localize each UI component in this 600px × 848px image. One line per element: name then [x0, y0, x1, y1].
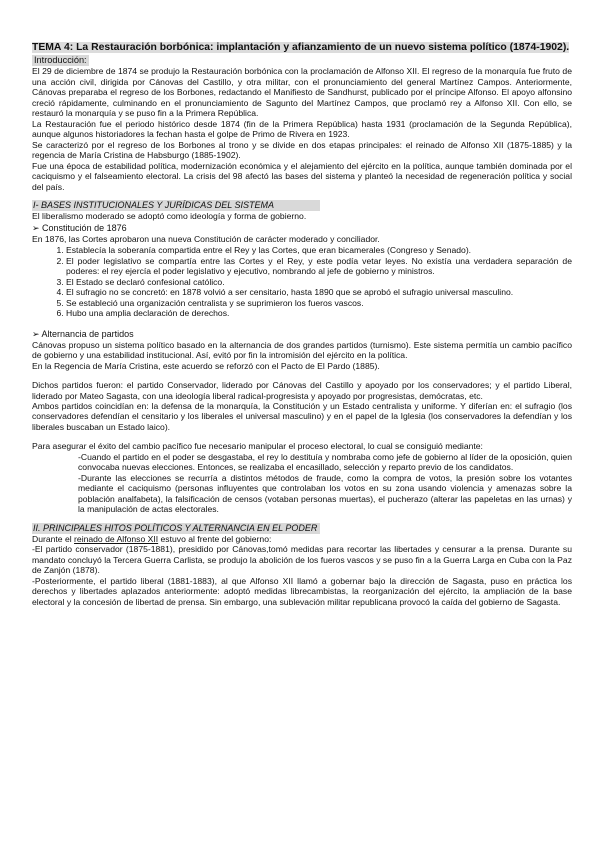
alternancia-paragraph: En la Regencia de María Cristina, este acuerdo se reforzó con el Pacto de El Pardo (1885).	[32, 360, 380, 371]
list-item: 3. El Estado se declaró confesional católico.	[66, 277, 572, 287]
alternancia-paragraph: Cánovas propuso un sistema político basado en la alternancia de dos grandes partidos (turnismo). Este sistema permitía un cambio pacífico de gobierno y una estabilidad institucional. Así, evitó por fin la intromisión del ejército en la política.	[32, 339, 572, 361]
partidos-paragraph: Dichos partidos fueron: el partido Conservador, liderado por Cánovas del Castillo y apoyado por los conservadores; y el partido Liberal, liderado por Mateo Sagasta, con una ideología liberal radical-progresista y apoyado por progresistas, demócratas, etc.	[32, 380, 572, 401]
list-item: 4. El sufragio no se concretó: en 1878 volvió a ser censitario, hasta 1890 que se aprobó el sufragio universal masculino.	[66, 287, 572, 297]
intro-paragraph: La Restauración fue el periodo histórico desde 1874 (fin de la Primera República) hasta 1931 (proclamación de la Segunda República), aunque algunos historiadores la fechan hasta el golpe de Primo de Rivera en 1923.	[32, 118, 572, 140]
section-lead: El liberalismo moderado se adoptó como ideología y forma de gobierno.	[32, 211, 307, 222]
spacer	[32, 371, 572, 380]
section2-paragraph: -Posteriormente, el partido liberal (1881-1883), al que Alfonso XII llamó a gobernar bajo la dirección de Sagasta, puso en práctica los derechos y libertades aplazados anteriormente: adoptó medidas librecambistas, la reorganización del ejército, la ampliación de la base electoral y la concesión de libertad de prensa. Sin embargo, una sublevación militar republicana provocó la caída del gobierno de Sagasta.	[32, 575, 572, 607]
section-heading-2: II. PRINCIPALES HITOS POLÍTICOS Y ALTERNANCIA EN EL PODER	[32, 523, 320, 534]
spacer	[32, 319, 572, 328]
section-heading-1: I- BASES INSTITUCIONALES Y JURÍDICAS DEL SISTEMA	[32, 200, 320, 211]
list-item: 2. El poder legislativo se compartía entre las Cortes y el Rey, y este podía vetar leyes. No existía una verdadera separación de poderes: el rey ejercía el poder legislativo y ejecutivo, nombrando al jefe de gobierno y ministros.	[66, 256, 572, 277]
partidos-paragraph: Ambos partidos coincidían en: la defensa de la monarquía, la Constitución y un Estado centralista y uniforme. Y diferían en: el sufragio (los conservadores defendían el censitario y los liberales el universal masculino) y en el papel de la Iglesia (los conservadores la defendían y los liberales buscaban un Estado laico).	[32, 400, 572, 432]
document-title: TEMA 4: La Restauración borbónica: implantación y afianzamiento de un nuevo sistema político (1874-1902).	[32, 42, 570, 53]
list-item: 5. Se estableció una organización centralista y se suprimieron los fueros vascos.	[66, 298, 572, 308]
spacer	[32, 432, 572, 441]
constitution-heading: ➢ Constitución de 1876	[32, 222, 127, 233]
intro-paragraph: Se caracterizó por el regreso de los Borbones al trono y se divide en dos etapas principales: el reinado de Alfonso XII (1875-1885) y la regencia de María Cristina de Habsburgo (1885-1902).	[32, 139, 572, 161]
constitution-list	[32, 245, 572, 318]
section2-paragraph: -El partido conservador (1875-1881), presidido por Cánovas,tomó medidas para recortar las libertades y censurar a la prensa. Durante su mandato concluyó la Tercera Guerra Carlista, se produjo la abolición de los fueros vascos y se puso fin a la Guerra Larga en Cuba con la Paz de Zanjón (1878).	[32, 544, 572, 576]
list-item: 1. Establecía la soberanía compartida entre el Rey y las Cortes, que eran bicamerales (Congreso y Senado).	[66, 245, 572, 255]
intro-paragraph: El 29 de diciembre de 1874 se produjo la Restauración borbónica con la proclamación de Alfonso XII. El regreso de la monarquía fue fruto de una acción civil, dirigida por Cánovas del Castillo, y otra militar, con el pronunciamiento del general Martínez Campos. Anteriormente, Cánovas preparaba el regreso de los Borbones, redactando el Manifiesto de Sandhurst, publicado por el príncipe Alfonso. El apoyo alfonsino creció rápidamente, culminando en el pronunciamiento de Sagunto del Martínez Campos, que proclamó rey a Alfonso XII. Con ello, se restauró la monarquía y se puso fin a la Primera República.	[32, 66, 572, 119]
list-item: 6. Hubo una amplia declaración de derechos.	[66, 308, 572, 318]
manipulation-intro: Para asegurar el éxito del cambio pacífico fue necesario manipular el proceso electoral, lo cual se consiguió mediante:	[32, 441, 483, 452]
section2-lead: Durante el reinado de Alfonso XII estuvo al frente del gobierno:	[32, 533, 272, 544]
manipulation-item: -Durante las elecciones se recurría a distintos métodos de fraude, como la compra de votos, la presión sobre los votantes mediante el caciquismo (personas influyentes que controlaban los votos en su zona usando violencia y amenazas sobre la población analfabeta), la falsificación de censos (votaban personas muertas), el pucherazo (alterar las papeletas en las urnas) y la manipulación de actas electorales.	[78, 472, 572, 515]
intro-paragraph: Fue una época de estabilidad política, modernización económica y el alejamiento del ejército en la política, aunque también dominada por el caciquismo y el falseamiento electoral. La crisis del 98 afectó las bases del sistema y planteó la necesidad de regeneración política y social del país.	[32, 160, 572, 192]
constitution-text: En 1876, las Cortes aprobaron una nueva Constitución de carácter moderado y conciliador.	[32, 233, 380, 244]
intro-heading: Introducción:	[34, 55, 87, 66]
alternancia-heading: ➢ Alternancia de partidos	[32, 328, 134, 339]
manipulation-item: -Cuando el partido en el poder se desgastaba, el rey lo destituía y nombraba como jefe de gobierno al líder de la oposición, quien convocaba nuevas elecciones. Entonces, se realizaba el encasillado, selección y reparto previo de los candidatos.	[78, 451, 572, 473]
document-page	[32, 42, 572, 607]
